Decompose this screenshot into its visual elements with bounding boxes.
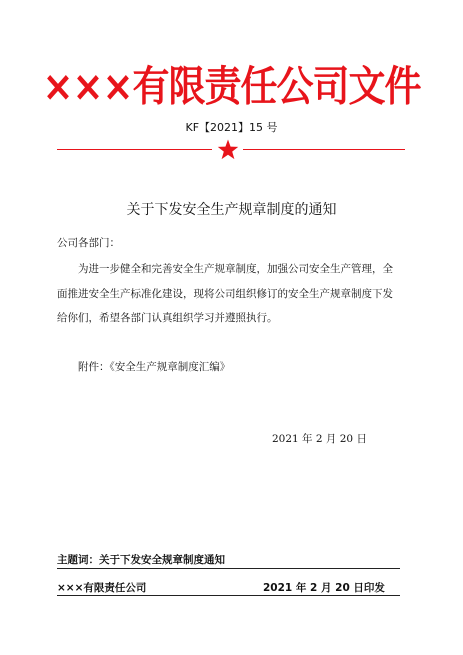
subject-keywords: 主题词：关于下发安全规章制度通知: [57, 554, 225, 566]
paragraph-line-2: 面推进安全生产标准化建设，现将公司组织修订的安全生产规章制度下发: [57, 288, 393, 300]
header-divider-left: [57, 149, 212, 150]
signature-date: 2021 年 2 月 20 日: [272, 433, 367, 445]
notice-title: 关于下发安全生产规章制度的通知: [126, 202, 337, 218]
issuing-company: ×××有限责任公司: [57, 582, 147, 594]
document-header-title: ×××有限责任公司文件: [42, 62, 421, 111]
paragraph-line-1: 为进一步健全和完善安全生产规章制度，加强公司安全生产管理，全: [78, 263, 393, 275]
red-star-icon: [217, 139, 239, 160]
header-divider-right: [243, 149, 405, 150]
footer-rule-top: [57, 568, 400, 569]
paragraph-line-3: 给你们，希望各部门认真组织学习并遵照执行。: [57, 312, 278, 324]
issue-date: 2021 年 2 月 20 日印发: [263, 582, 385, 594]
footer-rule-bottom: [57, 595, 400, 596]
salutation: 公司各部门：: [57, 237, 120, 249]
attachment-line: 附件：《安全生产规章制度汇编》: [78, 361, 231, 373]
document-number: KF【2021】15 号: [185, 121, 278, 134]
star-shape: [218, 139, 238, 159]
